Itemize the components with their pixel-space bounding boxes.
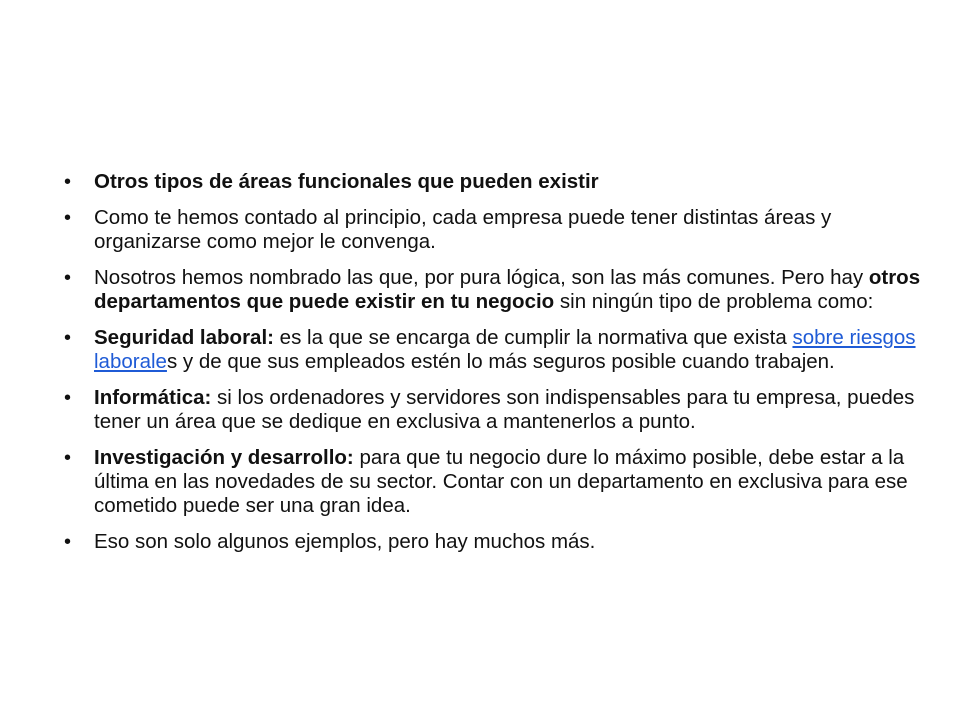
bullet-item bbox=[64, 530, 924, 554]
bullet-item bbox=[64, 206, 924, 254]
bullet-text bbox=[94, 326, 924, 374]
body-text: sin ningún tipo de problema como: bbox=[554, 290, 874, 313]
bullet-item bbox=[64, 170, 924, 194]
bold-text: otros departamentos que puede existir en tu negocio bbox=[94, 266, 921, 313]
bullet-list bbox=[64, 170, 924, 566]
bullet-text bbox=[94, 386, 924, 434]
body-text: para que tu negocio dure lo máximo posible, debe estar a la última en las novedades de su sector. Contar con un departamento en exclusiva para ese cometido puede ser una gran idea. bbox=[94, 446, 908, 517]
body-text: Eso son solo algunos ejemplos, pero hay muchos más. bbox=[94, 530, 596, 553]
text-link[interactable]: sobre riesgos laborale bbox=[94, 326, 916, 373]
bullet-item bbox=[64, 386, 924, 434]
body-text: s y de que sus empleados estén lo más seguros posible cuando trabajen. bbox=[166, 350, 835, 373]
body-text: Nosotros hemos nombrado las que, por pura lógica, son las más comunes. Pero hay bbox=[94, 266, 869, 289]
bullet-dot: • bbox=[64, 447, 72, 469]
bullet-text bbox=[94, 170, 924, 194]
body-text: si los ordenadores y servidores son indispensables para tu empresa, puedes tener un área que se dedique en exclusiva a mantenerlos a punto. bbox=[94, 386, 915, 433]
bold-text: Investigación y desarrollo: bbox=[94, 446, 354, 469]
bullet-text bbox=[94, 206, 924, 254]
bold-text: Otros tipos de áreas funcionales que pueden existir bbox=[94, 170, 599, 193]
bullet-dot: • bbox=[64, 531, 72, 553]
bold-text: Informática: bbox=[94, 386, 212, 409]
bullet-item bbox=[64, 446, 924, 518]
bullet-dot: • bbox=[64, 267, 72, 289]
bullet-text bbox=[94, 266, 924, 314]
bullet-dot: • bbox=[64, 207, 72, 229]
bullet-dot: • bbox=[64, 171, 72, 193]
bullet-item bbox=[64, 326, 924, 374]
bold-text: Seguridad laboral: bbox=[94, 326, 274, 349]
bullet-text bbox=[94, 530, 924, 554]
bullet-item bbox=[64, 266, 924, 314]
bullet-text bbox=[94, 446, 924, 518]
bullet-dot: • bbox=[64, 327, 72, 349]
body-text: Como te hemos contado al principio, cada empresa puede tener distintas áreas y organizarse como mejor le convenga. bbox=[94, 206, 832, 253]
body-text: es la que se encarga de cumplir la normativa que exista bbox=[273, 326, 793, 349]
bullet-dot: • bbox=[64, 387, 72, 409]
